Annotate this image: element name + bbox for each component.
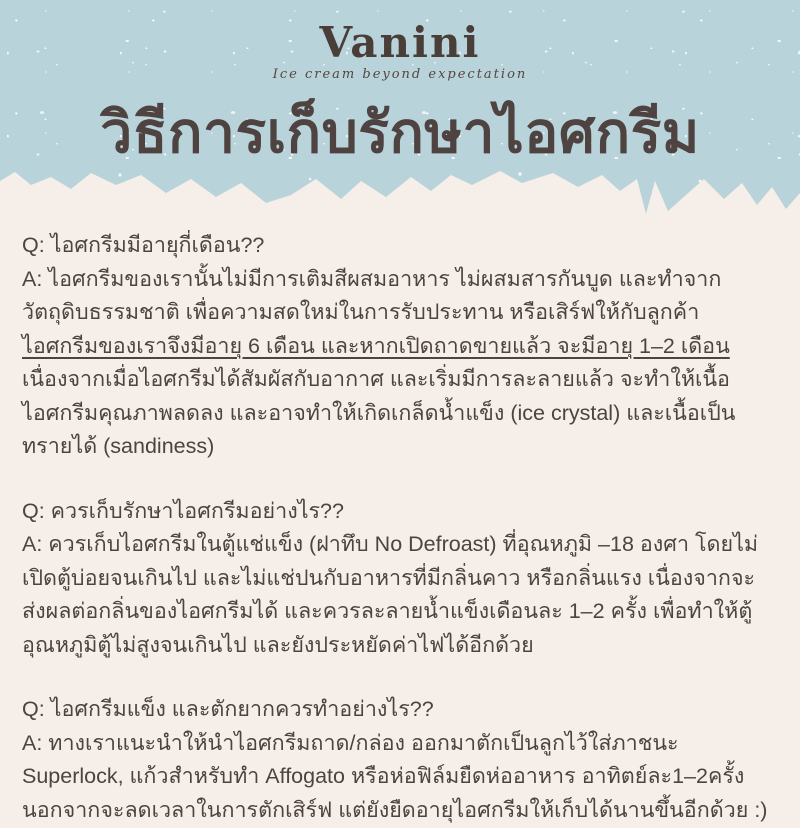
answer-segment: A: ทางเราแนะนำให้นำไอศกรีมถาด/กล่อง ออกมาตักเป็นลูกไว้ใส่ภาชนะ Superlock, แก้วสำหรับทำ Affogato หรือห่อฟิล์มยืดห่ออาหาร อาทิตย์ละ1–2ครั้ง นอกจากจะลดเวลาในการตักเสิร์ฟ แต่ยังยืดอายุไอศกรีมให้เก็บได้นานขึ้นอีกด้วย :) [22,730,768,822]
faq-answer [22,263,778,464]
faq-answer [22,727,778,828]
answer-segment: A: ไอศกรีมของเรานั้นไม่มีการเติมสีผสมอาหาร ไม่ผสมสารกันบูด และทำจากวัตถุดิบธรรมชาติ เพื่อความสดใหม่ในการรับประทาน หรือเสิร์ฟให้กับลูกค้า [22,266,722,325]
faq-list [0,217,800,828]
faq-block [22,693,778,827]
faq-answer [22,528,778,662]
answer-segment: เนื่องจากเมื่อไอศกรีมได้สัมผัสกับอากาศ และเริ่มมีการละลายแล้ว จะทำให้เนื้อไอศกรีมคุณภาพลดลง และอาจทำให้เกิดเกล็ดน้ำแข็ง (ice crystal) และเนื้อเป็นทรายได้ (sandiness) [22,367,736,459]
brand-block [0,18,800,82]
answer-segment: ไอศกรีมของเราจึงมีอายุ 6 เดือน และหากเปิดถาดขายแล้ว จะมีอายุ 1–2 เดือน [22,333,730,358]
faq-question: Q: ควรเก็บรักษาไอศกรีมอย่างไร?? [22,498,344,523]
brand-tagline: Ice cream beyond expectation [272,67,528,82]
faq-block [22,229,778,464]
page-title: วิธีการเก็บรักษาไอศกรีม [100,101,700,165]
faq-question: Q: ไอศกรีมมีอายุกี่เดือน?? [22,233,265,257]
faq-question: Q: ไอศกรีมแข็ง และตักยากควรทำอย่างไร?? [22,697,434,722]
faq-block [22,495,778,663]
answer-segment: A: ควรเก็บไอศกรีมในตู้แช่แข็ง (ฝาทึบ No Defroast) ที่อุณหภูมิ –18 องศา โดยไม่เปิดตู้บ่อยจนเกินไป และไม่แช่ปนกับอาหารที่มีกลิ่นคาว หรือกลิ่นแรง เนื่องจากจะส่งผลต่อกลิ่นของไอศกรีมได้ และควรละลายน้ำแข็งเดือนละ 1–2 ครั้ง เพื่อทำให้ตู้อุณหภูมิตู้ไม่สูงจนเกินไป และยังประหยัดค่าไฟได้อีกด้วย [22,532,759,657]
header-banner [0,0,800,168]
brand-logo: Vanini [319,18,481,67]
